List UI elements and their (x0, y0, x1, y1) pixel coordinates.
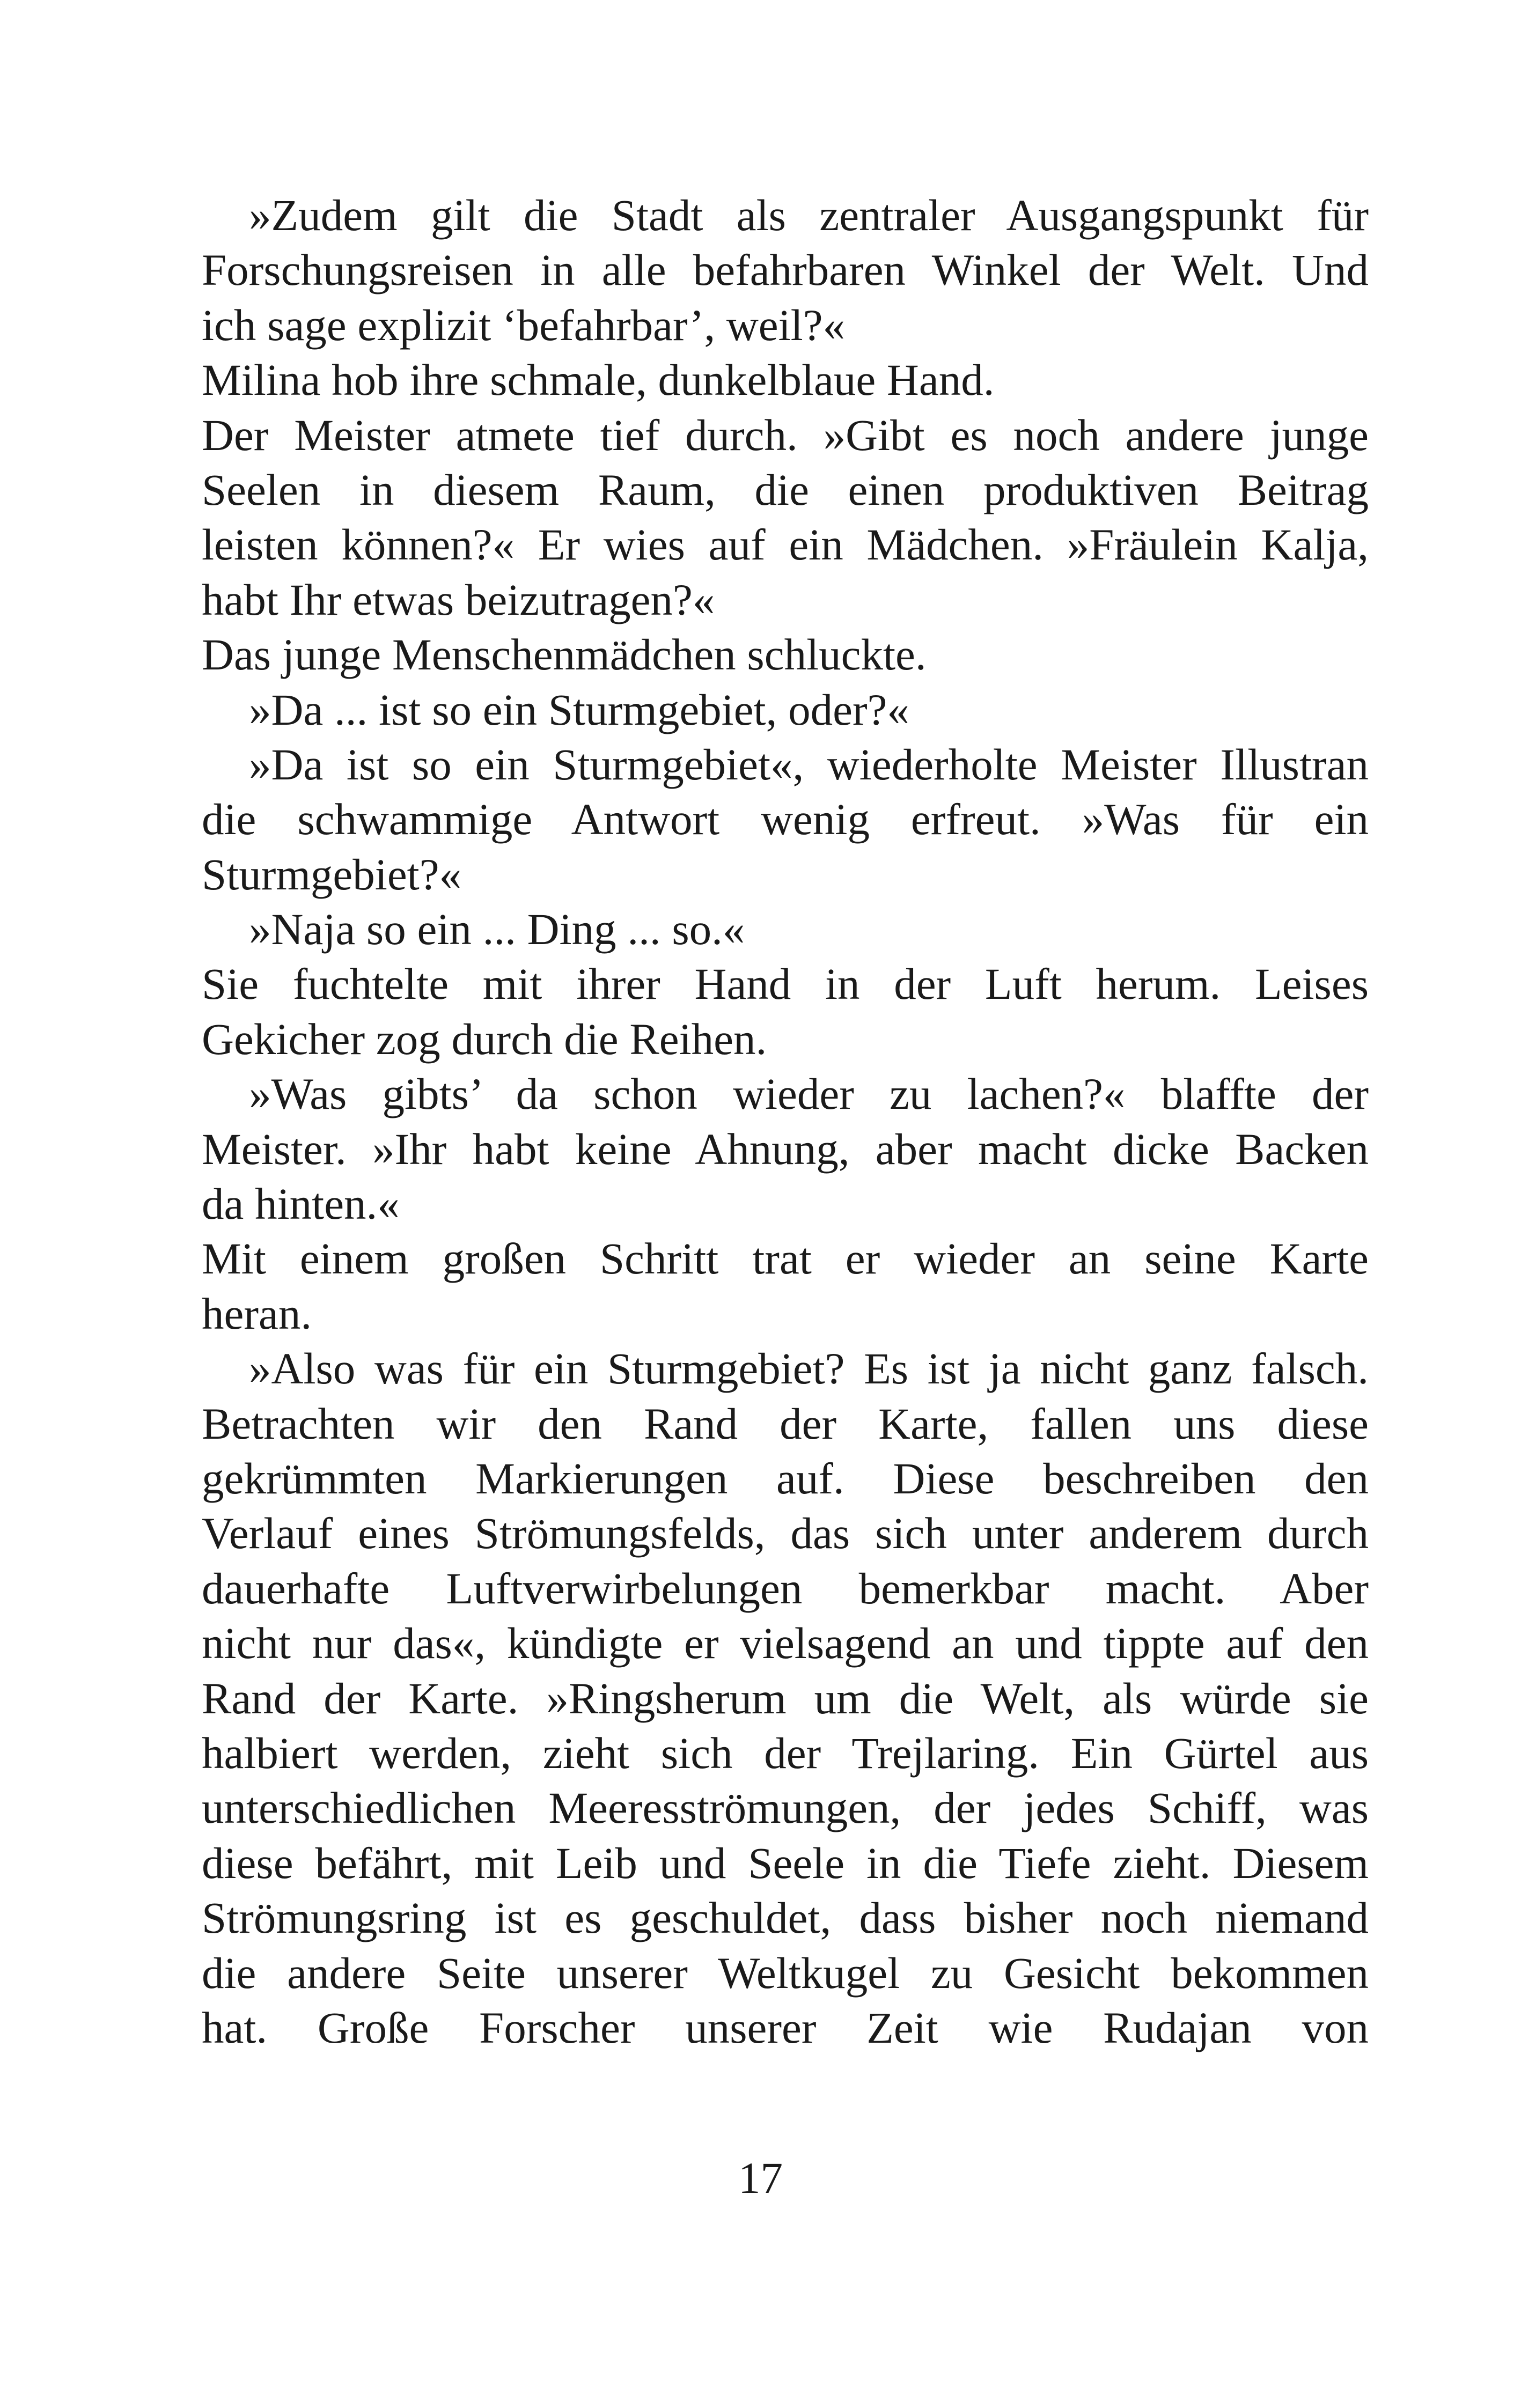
text-line: Mit einem großen Schritt trat er wieder an seine Karte (202, 1234, 1369, 1284)
paragraph (202, 1066, 1369, 1231)
text-line: leisten können?« Er wies auf ein Mädchen. »Fräulein Kalja, (202, 520, 1369, 570)
text-line: heran. (202, 1288, 312, 1338)
text-line: nicht nur das«, kündigte er vielsagend an und tippte auf den (202, 1618, 1369, 1668)
text-line: »Zudem gilt die Stadt als zentraler Ausgangspunkt für (249, 190, 1369, 240)
text-line: »Da ist so ein Sturmgebiet«, wiederholte Meister Illustran (249, 739, 1369, 789)
text-line: halbiert werden, zieht sich der Trejlaring. Ein Gürtel aus (202, 1728, 1369, 1778)
text-line: diese befährt, mit Leib und Seele in die Tiefe zieht. Diesem (202, 1838, 1369, 1888)
paragraph (202, 627, 1369, 682)
text-line: Forschungsreisen in alle befahrbaren Winkel der Welt. Und (202, 245, 1369, 295)
text-line: »Da ... ist so ein Sturmgebiet, oder?« (249, 684, 909, 734)
text-line: da hinten.« (202, 1179, 400, 1229)
text-line: Sie fuchtelte mit ihrer Hand in der Luft herum. Leises (202, 959, 1369, 1009)
text-line: Seelen in diesem Raum, die einen produktiven Beitrag (202, 465, 1369, 514)
body-text (202, 188, 1369, 2055)
text-line: Der Meister atmete tief durch. »Gibt es noch andere junge (202, 410, 1369, 460)
text-line: ich sage explizit ‘befahrbar’, weil?« (202, 300, 846, 350)
text-line: »Also was für ein Sturmgebiet? Es ist ja nicht ganz falsch. (249, 1344, 1369, 1394)
paragraph (202, 737, 1369, 902)
text-line: Meister. »Ihr habt keine Ahnung, aber macht dicke Backen (202, 1124, 1369, 1174)
paragraph (202, 1341, 1369, 2055)
text-line: »Was gibts’ da schon wieder zu lachen?« blaffte der (249, 1069, 1369, 1119)
text-line: Gekicher zog durch die Reihen. (202, 1014, 767, 1064)
paragraph (202, 188, 1369, 352)
text-line: Verlauf eines Strömungsfelds, das sich unter anderem durch (202, 1508, 1369, 1558)
text-line: dauerhafte Luftverwirbelungen bemerkbar macht. Aber (202, 1563, 1369, 1613)
text-line: Strömungsring ist es geschuldet, dass bisher noch niemand (202, 1893, 1369, 1943)
text-line: habt Ihr etwas beizutragen?« (202, 575, 715, 624)
text-line: Milina hob ihre schmale, dunkelblaue Hand. (202, 355, 995, 405)
text-line: Sturmgebiet?« (202, 849, 462, 899)
paragraph (202, 1231, 1369, 1341)
paragraph (202, 408, 1369, 628)
text-line: Rand der Karte. »Ringsherum um die Welt, als würde sie (202, 1673, 1369, 1723)
text-line: die andere Seite unserer Weltkugel zu Gesicht bekommen (202, 1948, 1369, 1998)
text-line: gekrümmten Markierungen auf. Diese beschreiben den (202, 1453, 1369, 1503)
paragraph (202, 682, 1369, 737)
text-line: hat. Große Forscher unserer Zeit wie Rudajan von (202, 2002, 1369, 2052)
paragraph (202, 352, 1369, 407)
text-line: die schwammige Antwort wenig erfreut. »Was für ein (202, 794, 1369, 844)
page-number: 17 (738, 2153, 783, 2203)
paragraph (202, 956, 1369, 1066)
paragraph (202, 902, 1369, 956)
text-line: Betrachten wir den Rand der Karte, fallen uns diese (202, 1398, 1369, 1448)
text-line: »Naja so ein ... Ding ... so.« (249, 904, 745, 954)
text-line: Das junge Menschenmädchen schluckte. (202, 630, 927, 680)
text-line: unterschiedlichen Meeresströmungen, der jedes Schiff, was (202, 1783, 1369, 1833)
